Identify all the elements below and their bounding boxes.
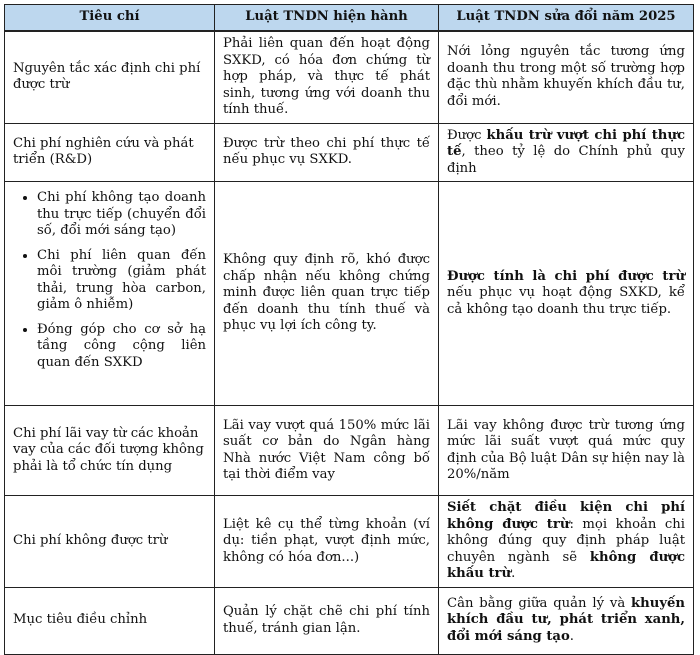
amended-emphasis: khuyến khích đầu tư, phát triển xanh, đổi mới sáng tạo xyxy=(447,595,685,644)
current-law-cell: Không quy định rõ, khó được chấp nhận nếu không chứng minh được liên quan trực tiếp đến doanh thu tính thuế và phục vụ lợi ích công ty. xyxy=(215,182,439,406)
criterion-cell: Chi phí nghiên cứu và phát triển (R&D) xyxy=(5,123,215,182)
amended-law-cell: Lãi vay không được trừ tương ứng mức lãi suất vượt quá mức quy định của Bộ luật Dân sự hiện nay là 20%/năm xyxy=(439,406,694,496)
table-header-row xyxy=(5,5,694,32)
criterion-cell: Chi phí lãi vay từ các khoản vay của các đối tượng không phải là tổ chức tín dụng xyxy=(5,406,215,496)
criterion-cell: Mục tiêu điều chỉnh xyxy=(5,587,215,654)
amended-text: , theo tỷ lệ do Chính phủ quy định xyxy=(447,144,685,176)
amended-emphasis: Siết chặt điều kiện chi phí không được trừ xyxy=(447,500,685,532)
comparison-table xyxy=(4,4,694,655)
amended-law-cell xyxy=(439,182,694,406)
amended-emphasis: khấu trừ vượt chi phí thực tế xyxy=(447,127,686,159)
amended-law-cell xyxy=(439,123,694,182)
criterion-cell: Nguyên tắc xác định chi phí được trừ xyxy=(5,31,215,123)
list-item: • Chi phí không tạo doanh thu trực tiếp (chuyển đổi số, đổi mới sáng tạo) xyxy=(37,190,206,240)
current-law-cell: Quản lý chặt chẽ chi phí tính thuế, tránh gian lận. xyxy=(215,587,439,654)
table-row xyxy=(5,496,694,588)
amended-text: . xyxy=(569,628,574,644)
list-item: • Đóng góp cho cơ sở hạ tầng công cộng liên quan đến SXKD xyxy=(37,322,206,372)
criterion-cell: Chi phí không được trừ xyxy=(5,496,215,588)
header-amended-law: Luật TNDN sửa đổi năm 2025 xyxy=(439,5,694,32)
current-law-cell: Lãi vay vượt quá 150% mức lãi suất cơ bản do Ngân hàng Nhà nước Việt Nam công bố tại thời điểm vay xyxy=(215,406,439,496)
table-row xyxy=(5,31,694,123)
criterion-bullet-list xyxy=(13,190,206,371)
amended-law-cell xyxy=(439,496,694,588)
amended-emphasis: Được tính là chi phí được trừ xyxy=(447,268,685,284)
amended-law-cell: Nới lỏng nguyên tắc tương ứng doanh thu trong một số trường hợp đặc thù nhằm khuyến khích đầu tư, đổi mới. xyxy=(439,31,694,123)
table-row xyxy=(5,123,694,182)
list-item: • Chi phí liên quan đến môi trường (giảm phát thải, trung hòa carbon, giảm ô nhiễm) xyxy=(37,248,206,314)
comparison-table-wrapper xyxy=(4,4,694,655)
current-law-cell: Phải liên quan đến hoạt động SXKD, có hóa đơn chứng từ hợp pháp, và thực tế phát sinh, tương ứng với doanh thu tính thuế. xyxy=(215,31,439,123)
amended-text: nếu phục vụ hoạt động SXKD, kể cả không tạo doanh thu trực tiếp. xyxy=(447,285,685,317)
header-criterion: Tiêu chí xyxy=(5,5,215,32)
table-row xyxy=(5,406,694,496)
criterion-cell xyxy=(5,182,215,406)
amended-text: Được xyxy=(447,127,487,143)
current-law-cell: Liệt kê cụ thể từng khoản (ví dụ: tiền phạt, vượt định mức, không có hóa đơn...) xyxy=(215,496,439,588)
amended-text: . xyxy=(511,566,516,581)
current-law-cell: Được trừ theo chi phí thực tế nếu phục vụ SXKD. xyxy=(215,123,439,182)
table-row xyxy=(5,182,694,406)
amended-text: Cân bằng giữa quản lý và xyxy=(447,595,632,611)
table-row xyxy=(5,587,694,654)
header-current-law: Luật TNDN hiện hành xyxy=(215,5,439,32)
amended-emphasis: không được khấu trừ xyxy=(447,549,685,581)
amended-text: : mọi khoản chi không đúng quy định pháp luật chuyên ngành sẽ xyxy=(447,516,685,565)
amended-law-cell xyxy=(439,587,694,654)
